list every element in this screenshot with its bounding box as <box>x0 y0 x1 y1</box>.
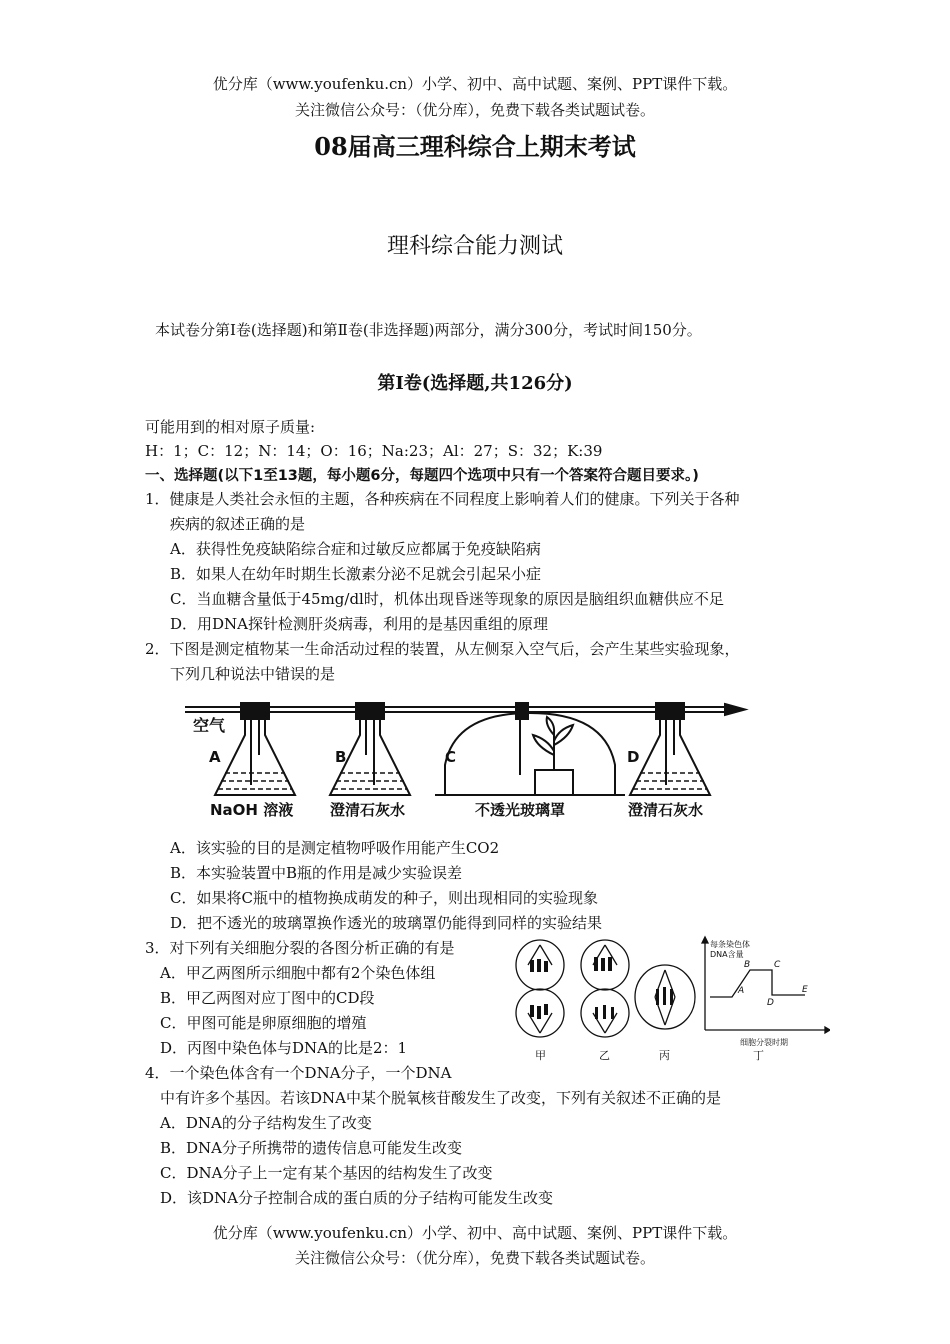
intro-text: 本试卷分第Ⅰ卷(选择题)和第Ⅱ卷(非选择题)两部分，满分300分，考试时间150分。 <box>155 321 702 339</box>
cell-label-yi: 乙 <box>599 1049 610 1062</box>
graph-point-d: D <box>767 998 774 1008</box>
q2-option-d: D．把不透光的玻璃罩换作透光的玻璃罩仍能得到同样的实验结果 <box>170 914 603 932</box>
graph-point-c: C <box>774 960 781 970</box>
q1-option-d: D．用DNA探针检测肝炎病毒，利用的是基因重组的原理 <box>170 615 549 633</box>
q1-option-a: A．获得性免疫缺陷综合症和过敏反应都属于免疫缺陷病 <box>170 540 541 558</box>
page-subtitle: 理科综合能力测试 <box>386 234 563 259</box>
q2-stem-line2: 下列几种说法中错误的是 <box>170 665 336 683</box>
experiment-apparatus-figure <box>185 695 755 820</box>
flask-b-label: B <box>335 748 347 766</box>
q1-option-c: C．当血糖含量低于45mg/dl时，机体出现昏迷等现象的原因是脑组织血糖供应不足 <box>170 590 724 608</box>
footer-line-2: 关注微信公众号：（优分库），免费下载各类试题试卷。 <box>294 1249 655 1267</box>
q3-option-c: C．甲图可能是卵原细胞的增殖 <box>160 1014 367 1032</box>
q4-option-b: B．DNA分子所携带的遗传信息可能发生改变 <box>160 1139 463 1157</box>
graph-ylabel-2: DNA含量 <box>710 950 744 959</box>
section-heading: 第Ⅰ卷(选择题,共126分) <box>377 373 573 394</box>
graph-point-e: E <box>802 985 808 995</box>
q2-option-b: B．本实验装置中B瓶的作用是减少实验误差 <box>170 864 463 882</box>
q2-option-a: A．该实验的目的是测定植物呼吸作用能产生CO2 <box>170 839 500 857</box>
graph-ylabel-1: 每条染色体 <box>710 940 750 949</box>
caption-opaque-jar: 不透光玻璃罩 <box>475 801 566 819</box>
header-line-2: 关注微信公众号：（优分库），免费下载各类试题试卷。 <box>294 101 655 119</box>
header-line-1: 优分库（www.youfenku.cn）小学、初中、高中试题、案例、PPT课件下载。 <box>212 75 738 93</box>
flask-a-label: A <box>209 748 221 766</box>
q4-option-a: A．DNA的分子结构发生了改变 <box>160 1114 372 1132</box>
q1-option-b: B．如果人在幼年时期生长激素分泌不足就会引起呆小症 <box>170 565 542 583</box>
graph-point-b: B <box>744 960 751 970</box>
graph-point-a: A <box>738 986 745 996</box>
page-title: 08届高三理科综合上期末考试 <box>314 132 636 161</box>
atomic-mass-label: 可能用到的相对原子质量: <box>145 418 316 436</box>
air-label: 空气 <box>193 716 226 735</box>
q4-option-c: C．DNA分子上一定有某个基因的结构发生了改变 <box>160 1164 493 1182</box>
q2-option-c: C．如果将C瓶中的植物换成萌发的种子，则出现相同的实验现象 <box>170 889 598 907</box>
q3-stem: 3．对下列有关细胞分裂的各图分析正确的有是 <box>145 939 455 957</box>
q3-option-a: A．甲乙两图所示细胞中都有2个染色体组 <box>160 964 436 982</box>
q4-stem-line2: 中有许多个基因。若该DNA中某个脱氧核苷酸发生了改变，下列有关叙述不正确的是 <box>160 1089 721 1107</box>
footer-line-1: 优分库（www.youfenku.cn）小学、初中、高中试题、案例、PPT课件下载。 <box>212 1224 738 1242</box>
q1-stem-line2: 疾病的叙述正确的是 <box>170 515 306 533</box>
cell-label-bing: 丙 <box>659 1049 670 1062</box>
q4-stem-line1: 4．一个染色体含有一个DNA分子，一个DNA <box>145 1064 452 1082</box>
q2-stem-line1: 2．下图是测定植物某一生命活动过程的装置，从左侧泵入空气后，会产生某些实验现象， <box>145 640 740 658</box>
graph-label-ding: 丁 <box>753 1049 764 1062</box>
q3-option-d: D．丙图中染色体与DNA的比是2：1 <box>160 1039 408 1057</box>
q1-stem-line1: 1．健康是人类社会永恒的主题，各种疾病在不同程度上影响着人们的健康。下列关于各种 <box>145 490 740 508</box>
cell-division-figure <box>510 935 830 1065</box>
caption-naoh: NaOH 溶液 <box>210 801 294 819</box>
part1-heading: 一、选择题(以下1至13题，每小题6分，每题四个选项中只有一个答案符合题目要求。) <box>145 468 699 484</box>
caption-limewater-b: 澄清石灰水 <box>330 801 406 819</box>
jar-c-label: C <box>445 748 457 766</box>
q4-option-d: D．该DNA分子控制合成的蛋白质的分子结构可能发生改变 <box>160 1189 554 1207</box>
flask-d-label: D <box>627 748 640 766</box>
atomic-mass-values: H：1；C：12；N：14；O：16；Na:23；Al：27；S：32；K:39 <box>145 442 603 460</box>
q3-option-b: B．甲乙两图对应丁图中的CD段 <box>160 989 375 1007</box>
graph-xlabel: 细胞分裂时期 <box>740 1038 788 1047</box>
cell-label-jia: 甲 <box>535 1049 546 1062</box>
caption-limewater-d: 澄清石灰水 <box>628 801 704 819</box>
